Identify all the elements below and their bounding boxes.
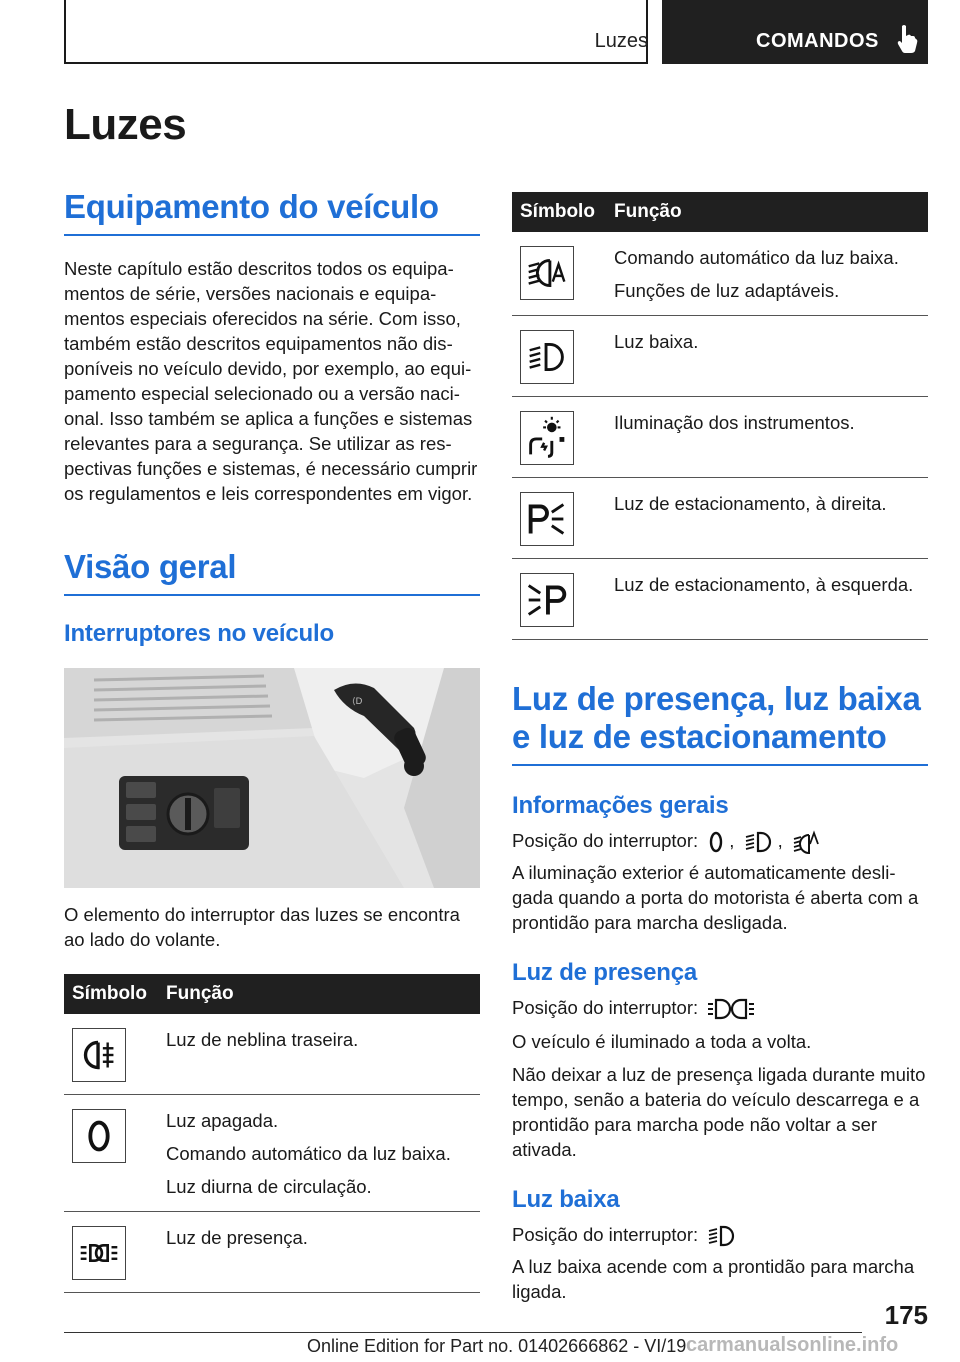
watermark: carmanualsonline.info [686, 1334, 899, 1356]
paragraph-info: A iluminação exterior é automaticamente desligada quando a porta do motorista é aberta com a prontidão para marcha desligada. [512, 861, 919, 933]
low-beam-icon [744, 830, 774, 854]
table-row [64, 1094, 480, 1211]
table-cell: Comando automático da luz baixa. [614, 247, 899, 268]
symbol-table-left [64, 974, 480, 1293]
table-cell: Luz de estacionamento, à direita. [614, 493, 887, 514]
paragraph-presenca-2: Não deixar a luz de presença ligada durante muito tempo, senão a bateria do veículo descarrega e a prontidão para marcha pode não voltar a ser ativada. [512, 1064, 926, 1161]
header-chapter-tab[interactable] [662, 0, 928, 64]
table-header-function: Função [166, 974, 480, 1014]
right-column [512, 192, 928, 1304]
light-off-icon [72, 1109, 126, 1163]
table-cell: Luz de estacionamento, à esquerda. [614, 574, 914, 595]
paragraph-baixa: A luz baixa acende com a prontidão para marcha ligada. [512, 1256, 915, 1303]
symbol-table-right [512, 192, 928, 640]
table-row [512, 232, 928, 316]
parking-lights-icon [707, 997, 755, 1021]
low-beam-icon [520, 330, 574, 384]
auto-low-beam-icon [792, 830, 820, 854]
heading-informacoes-gerais: Informações gerais [512, 791, 729, 819]
header-frame [64, 0, 648, 64]
table-header-function: Função [614, 192, 928, 232]
heading-luz-presenca-baixa: Luz de presença, luz baixa e luz de estacionamento [512, 680, 928, 766]
heading-interruptores: Interruptores no veículo [64, 619, 334, 647]
header-chapter-label: COMANDOS [756, 30, 879, 52]
paragraph-posicao-baixa [512, 1222, 928, 1248]
pointing-hand-icon [896, 24, 918, 54]
heading-luz-baixa: Luz baixa [512, 1186, 620, 1214]
footer-edition: Online Edition for Part no. 01402666862 - VI/19 [307, 1336, 687, 1356]
header-section-title: Luzes [594, 30, 648, 52]
table-cell: Luz de presença. [166, 1226, 308, 1248]
left-column [64, 188, 480, 1293]
parking-light-left-icon [520, 573, 574, 627]
table-row [512, 478, 928, 559]
table-cell: Comando automático da luz baixa. [166, 1142, 451, 1164]
paragraph-equipamento: Neste capítulo estão descritos todos os equipamentos de série, versões nacionais e equipamentos especiais oferecidos na série. Com isso, também estão descritos equipamentos não disponíveis no veículo devido, por exemplo, ao equipamento especial selecionado ou a versão nacional. Isso também se aplica a funções e sistemas relevantes para a segurança. Se utilizar as respectivas funções e sistemas, é necessário cumprir os regulamentos e leis correspondentes em vigor. [64, 257, 478, 504]
table-cell: Luz baixa. [614, 331, 699, 352]
instrument-lighting-icon [520, 411, 574, 465]
table-row [64, 1014, 480, 1095]
table-row [64, 1211, 480, 1292]
posicao-label: Posição do interruptor: [512, 1224, 699, 1246]
table-cell: Luz de neblina traseira. [166, 1028, 359, 1050]
table-cell: Luz diurna de circulação. [166, 1175, 372, 1197]
heading-visao-geral: Visão geral [64, 548, 480, 596]
heading-luz-presenca: Luz de presença [512, 958, 698, 986]
separator: , [777, 829, 783, 851]
light-off-icon [707, 830, 725, 854]
table-cell: Funções de luz adaptáveis. [614, 280, 840, 301]
separator: , [729, 829, 735, 851]
table-cell: Iluminação dos instrumentos. [614, 412, 855, 433]
table-header-symbol: Símbolo [64, 974, 166, 1014]
table-row [512, 397, 928, 478]
parking-lights-icon [72, 1226, 126, 1280]
posicao-label: Posição do interruptor: [512, 829, 699, 851]
paragraph-interruptor: O elemento do interruptor das luzes se encontra ao lado do volante. [64, 903, 460, 950]
low-beam-icon [707, 1224, 737, 1248]
table-cell: Luz apagada. [166, 1109, 279, 1131]
paragraph-posicao-info [512, 828, 928, 854]
rear-fog-light-icon [72, 1028, 126, 1082]
light-switch-photo [64, 668, 480, 888]
svg-text:⟨D: ⟨D [352, 696, 363, 707]
paragraph-posicao-presenca [512, 995, 928, 1021]
page-title: Luzes [64, 100, 187, 149]
auto-low-beam-icon [520, 246, 574, 300]
parking-light-right-icon [520, 492, 574, 546]
heading-equipamento: Equipamento do veículo [64, 188, 480, 236]
page-number: 175 [884, 1300, 928, 1330]
table-row [512, 559, 928, 640]
posicao-label: Posição do interruptor: [512, 996, 699, 1018]
paragraph-presenca-1: O veículo é iluminado a toda a volta. [512, 1031, 812, 1053]
table-row [512, 316, 928, 397]
footer-divider [64, 1332, 862, 1333]
table-header-symbol: Símbolo [512, 192, 614, 232]
